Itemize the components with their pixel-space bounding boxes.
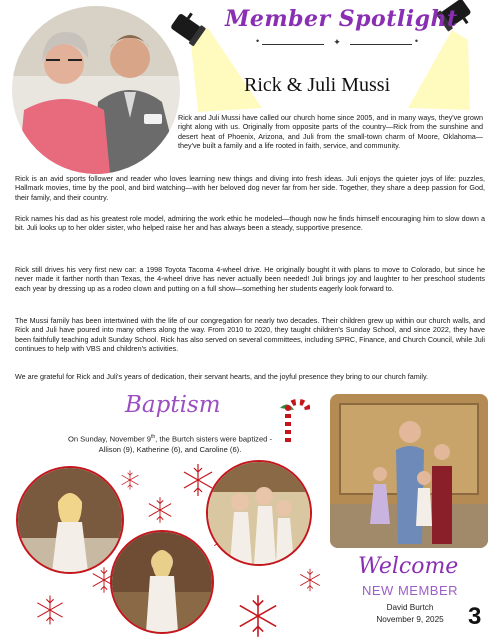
new-member-name: David Burtch (386, 603, 434, 612)
baptism-photo-2 (206, 460, 312, 566)
paragraph-role-models: Rick names his dad as his greatest role model, admiring the work ethic he modeled—though now he finds himself encouraging him to slow down a bit. Juli looks up to her older sister, who helped raise her and has always been a steady, supportive presence. (15, 214, 485, 233)
baptism-photo-3 (110, 530, 214, 634)
paragraph-fun-facts: Rick still drives his very first new car: a 1998 Toyota Tacoma 4-wheel drive. He originally bought it with plans to move to Colorado, but since he never made it farther north than Texas, the 4-wheel drive has never actually been needed! Juli brings joy and laughter to her preschool students each year by dressing up as a rodeo clown and putting on a full show—something her students eagerly look forward to. (15, 265, 485, 293)
baptism-text: On Sunday, November 9th, the Burtch sisters were baptized - Allison (9), Katherine (6), and Caroline (6). (67, 434, 273, 455)
page-number: 3 (468, 603, 482, 630)
spotlight-names: Rick & Juli Mussi (244, 74, 391, 96)
paragraph-gratitude: We are grateful for Rick and Juli's years of dedication, their servant hearts, and the joyful presence they bring to our church family. (15, 372, 428, 381)
intro-paragraph: Rick and Juli Mussi have called our church home since 2005, and in many ways, they've grown right along with us. Originally from opposite parts of the country—Rick from the sunshine and desert heat of Phoenix, Arizona, and Juli from the small-town charm of Moore, Oklahoma—they've built a family and a life rooted in faith, service, and community. (178, 113, 483, 151)
new-member-date: November 9, 2025 (376, 615, 444, 624)
paragraph-hobbies: Rick is an avid sports follower and reader who loves learning new things and diving into fresh ideas. Juli enjoys the quieter joys of life: puzzles, Hallmark movies, time by the pool, and bird watching—with her beloved dog never far from her side. Together, they share a deep passion for God, their family, and their country. (15, 174, 485, 202)
baptism-photo-1 (16, 466, 124, 574)
new-member-family-photo (330, 394, 488, 548)
baptism-heading: Baptism (125, 392, 221, 418)
new-member-label: NEW MEMBER (362, 583, 458, 598)
couple-photo (12, 6, 180, 174)
page-title: Member Spotlight (225, 6, 458, 32)
paragraph-service: The Mussi family has been intertwined with the life of our congregation for nearly two decades. Their children grew up within our church walls, and Rick and Juli have poured into many others along the way. From 2010 to 2020, they taught children's Sunday School, and since 2022, they have been faithfully teaching adult Sunday School. Rick has also served on several committees, including SPRC, Finance, and Church Council, while Juli continues to help with VBS and children's activities. (15, 316, 485, 354)
welcome-heading: Welcome (358, 554, 459, 579)
title-divider: • ✦ • (262, 44, 412, 45)
